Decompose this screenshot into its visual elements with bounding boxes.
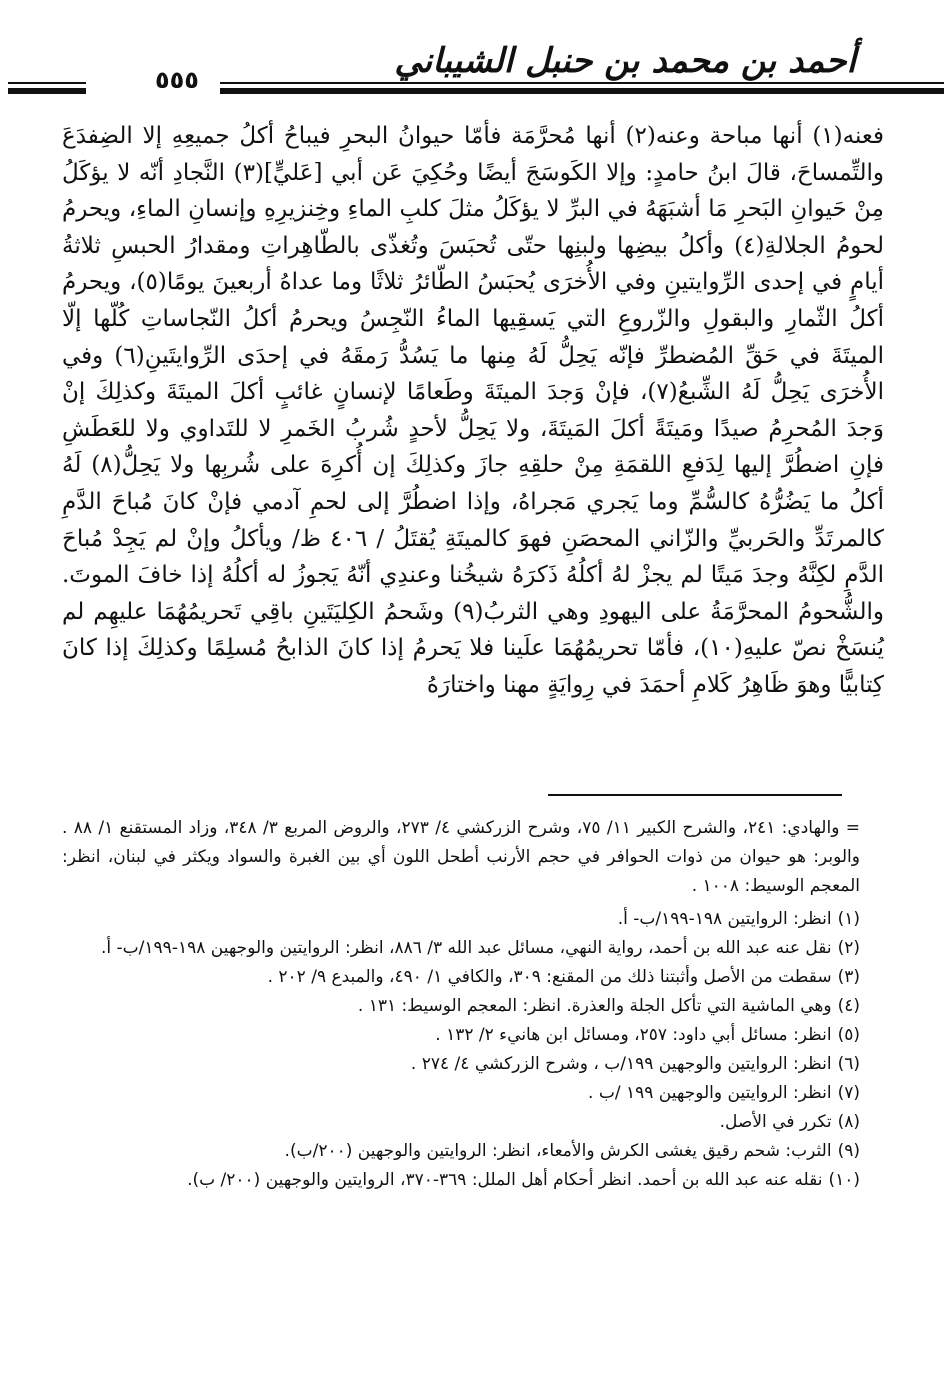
footnote-text: انظر: الروايتين ١٩٨-١٩٩/ب- أ. [617,909,832,929]
header-rule-thin [220,82,944,84]
footnote-number: (١٠) [828,1170,860,1190]
footnote-item [62,1079,860,1108]
footnote-number: (٦) [837,1054,860,1074]
header-rule-thick [220,88,944,94]
footnote-item [62,963,860,992]
footnotes [62,814,860,1195]
footnote-text: وهي الماشية التي تأكل الجلة والعذرة. انظر: المعجم الوسيط: ١٣١ . [357,996,832,1016]
footnote-item [62,1166,860,1195]
footnote-text: انظر: الروايتين والوجهين ١٩٩/ب ، وشرح الزركشي ٤/ ٢٧٤ . [410,1054,832,1074]
footnote-continuation: = والهادي: ٢٤١، والشرح الكبير ١١/ ٧٥، وشرح الزركشي ٤/ ٢٧٣، والروض المربع ٣/ ٣٤٨، وزاد المستقنع ١/ ٨٨ . والوبر: هو حيوان من ذوات الحوافر في حجم الأرنب أطحل اللون أي بين الغبرة والسواد ويكثر في لبنان، انظر: المعجم الوسيط: ١٠٠٨ . [62,818,860,896]
footnote-number: (٢) [837,938,860,958]
footnote-number: (٥) [837,1025,860,1045]
main-paragraph: فعنه(١) أنها مباحة وعنه(٢) أنها مُحرَّمَة فأمّا حيوانُ البحرِ فيباحُ أكلُ جميعِهِ إلا الضِفدَعَ والتِّمساحَ، قالَ ابنُ حامدٍ: وإلا الكَوسَجَ أيضًا وحُكِيَ عَن أبي [عَليٍّ](٣) النَّجادِ أنّه لا يؤكَلُ مِنْ حَيوانِ البَحرِ مَا أشبَهَهُ في البرِّ لا يؤكَلُ مثلَ كلبِ الماءِ وخِنزيرِهِ وإنسانِ الماءِ، ويحرمُ لحومُ الجلالةِ(٤) وأكلُ بيضِها ولبنِها حتّى تُحبَسَ وتُغذّى بالطّاهِراتِ ومقدارُ الحبسِ ثلاثةُ أيامٍ في إحدى الرِّوايتينِ وفي الأُخرَى يُحبَسُ الطّائرُ ثلاثًا وما عداهُ أربعينَ يومًا(٥)، ويحرمُ أكلُ الثّمارِ والبقولِ والزّروعِ التي يَسقِيها الماءُ النّجِسُ ويحرمُ أكلُ النّجاساتِ كُلّها إلّا الميتَةَ في حَقِّ المُضطرِّ فإنّه يَحِلُّ لَهُ مِنها ما يَسُدُّ رَمقَهُ في إحدَى الرِّوايتَينِ(٦) وفي الأُخرَى يَحِلُّ لَهُ الشِّبعُ(٧)، فإنْ وَجدَ الميتَةَ وطَعامًا لإنسانٍ غائبٍ أكلَ الميتَةَ وكذلِكَ إنْ وَجدَ المُحرِمُ صيدًا ومَيتَةً أكلَ المَيتَةَ، ولا يَحِلُّ لأحدٍ شُربُ الخَمرِ لا للتَداوي ولا للعَطَشِ فإنِ اضطُرَّ إليها لِدَفعِ اللقمَةِ مِنْ حلقِهِ جازَ وكذلِكَ إن أُكرِهَ على شُربِها ولا يَحِلُّ(٨) لَهُ أكلُ ما يَضُرُّهُ كالسُّمِّ وما يَجري مَجراهُ، وإذا اضطُرَّ إلى لحمِ آدمي فإنْ كانَ مُباحَ الدَّمِ كالمرتَدِّ والحَربيِّ والزّاني المحصَنِ فهوَ كالميتَةِ يُقتَلُ / ٤٠٦ ظ/ ويأكلُ وإنْ لم يَجِدْ مُباحَ الدَّمِ لكِنَّهُ وجدَ مَيتًا لم يجزْ لهُ أكلُهُ ذَكرَهُ شيخُنا وعندِي أنّهُ يَجوزُ له أكلُهُ إذا خافَ الموتَ. والشُّحومُ المحرَّمَةُ على اليهودِ وهي الثربُ(٩) وشَحمُ الكِليَتَينِ باقِي تَحريمُهُمَا عليهِم لم يُنسَخْ نصّ عليهِ(١٠)، فأمّا تحريمُهُمَا علَينا فلا يَحرمُ إذا كانَ الذابحُ مُسلِمًا وكذلِكَ إذا كانَ كِتابيًّا وهوَ ظَاهِرُ كَلامِ أحمَدَ في رِوايَةٍ مهنا واختارَهُ [62,123,885,698]
footnote-text: انظر: الروايتين والوجهين ١٩٩ /ب . [588,1083,832,1103]
footnote-item [62,1137,860,1166]
footnote-text: نقل عنه عبد الله بن أحمد، رواية النهي، مسائل عبد الله ٣/ ٨٨٦، انظر: الروايتين والوجهين ١٩٨-١٩٩/ب- أ. [101,938,832,958]
footnote-text: نقله عنه عبد الله بن أحمد. انظر أحكام أهل الملل: ٣٦٩-٣٧٠، الروايتين والوجهين (٢٠٠/ ب). [187,1170,823,1190]
footnote-number: (٧) [837,1083,860,1103]
footnote-item [62,934,860,963]
footnote-number: (١) [837,909,860,929]
footnote-list [62,905,860,1195]
running-title: أحمد بن محمد بن حنبل الشيباني [394,41,856,81]
footnote-number: (٨) [837,1112,860,1132]
main-text [62,118,884,778]
header-rule-left-thick [8,88,86,94]
footnote-text: سقطت من الأصل وأثبتنا ذلك من المقنع: ٣٠٩، والكافي ١/ ٤٩٠، والمبدع ٩/ ٢٠٢ . [267,967,832,987]
header-rule-left-thin [8,82,86,84]
footnote-item [62,1021,860,1050]
page-number: ٥٥٥ [155,66,199,94]
footnote-item [62,905,860,934]
footnote-item [62,1108,860,1137]
footnote-text: الثرب: شحم رقيق يغشى الكرش والأمعاء، انظر: الروايتين والوجهين (٢٠٠/ب). [284,1141,832,1161]
footnote-text: انظر: مسائل أبي داود: ٢٥٧، ومسائل ابن هانيء ٢/ ١٣٢ . [435,1025,832,1045]
footnote-item [62,1050,860,1079]
footnote-item [62,992,860,1021]
footnote-number: (٩) [837,1141,860,1161]
footnote-separator [548,794,842,796]
footnote-text: تكرر في الأصل. [719,1112,832,1132]
footnote-number: (٤) [837,996,860,1016]
footnote-number: (٣) [837,967,860,987]
